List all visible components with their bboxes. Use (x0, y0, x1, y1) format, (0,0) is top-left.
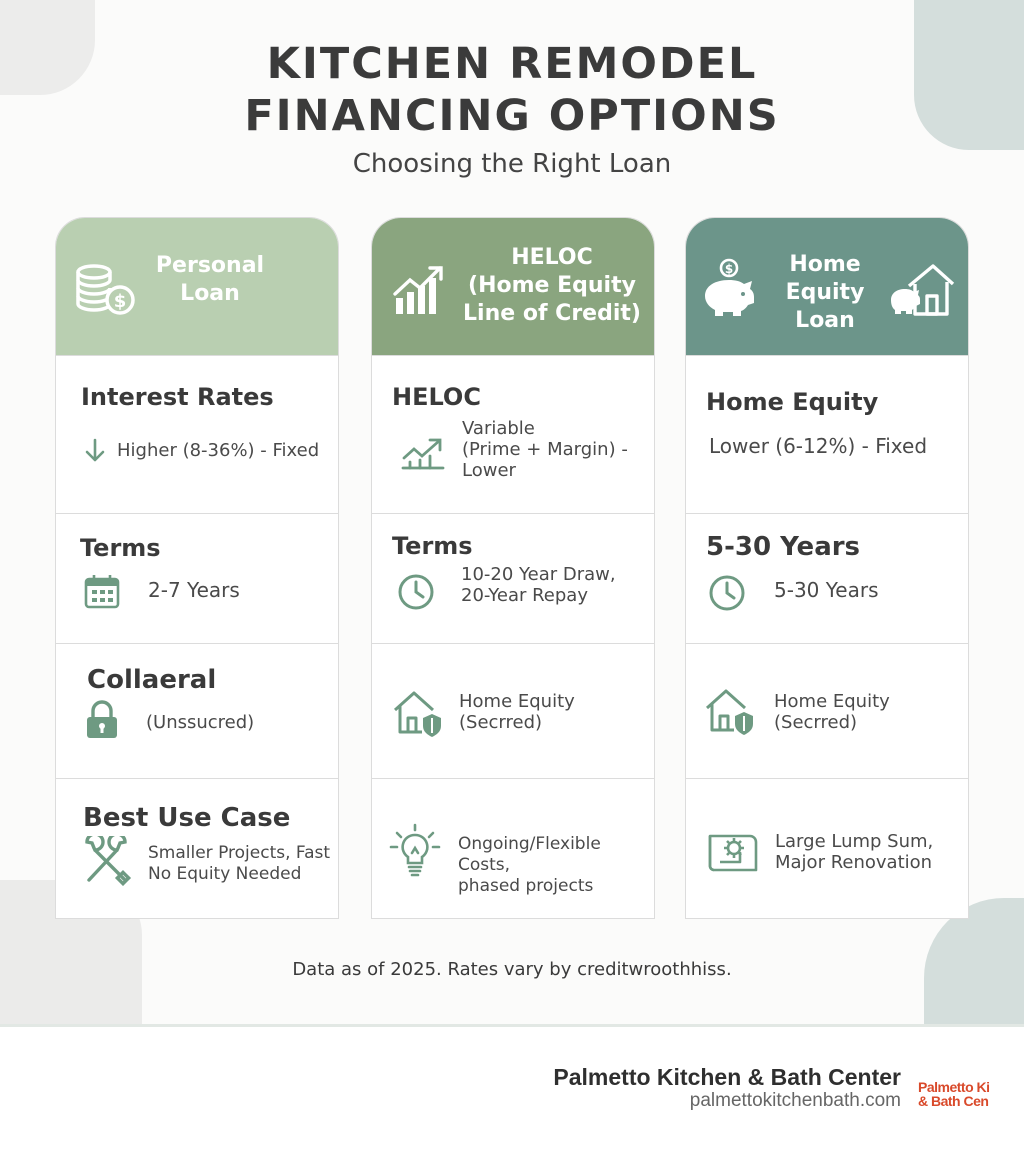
trend-up-icon (400, 434, 446, 472)
growth-chart-icon (392, 264, 446, 316)
interest-rates-value: Variable (Prime + Margin) - Lower (462, 418, 628, 481)
collateral-row (686, 643, 968, 778)
brand-url[interactable]: palmettokitchenbath.com (689, 1090, 901, 1111)
lightbulb-icon (389, 823, 441, 879)
house-piggy-icon (889, 262, 955, 318)
terms-row (56, 513, 338, 643)
personal-loan-header (56, 218, 338, 355)
footnote: Data as of 2025. Rates vary by creditwroothhiss. (292, 959, 732, 980)
best-use-case-row (372, 778, 654, 919)
coins-dollar-icon (72, 262, 138, 320)
collateral-row (56, 643, 338, 778)
svg-text:$: $ (113, 291, 127, 312)
personal-loan-title: Personal Loan (155, 253, 265, 306)
best-use-case-value: Large Lump Sum, Major Renovation (775, 831, 934, 873)
clock-icon (397, 573, 435, 611)
heloc-column (371, 217, 655, 919)
house-shield-icon (392, 688, 446, 738)
house-shield-icon (704, 686, 758, 736)
title-line-1: KITCHEN REMODEL (266, 39, 758, 89)
clock-icon (708, 574, 746, 612)
brand-logo (918, 1080, 1004, 1114)
interest-rates-label: Interest Rates (81, 383, 274, 411)
interest-rates-value: Lower (6-12%) - Fixed (709, 434, 928, 458)
page-subtitle: Choosing the Right Loan (352, 149, 672, 179)
terms-label: Terms (392, 532, 473, 560)
page-title (0, 38, 1024, 142)
best-use-case-value: Ongoing/Flexible Costs, phased projects (458, 834, 601, 896)
down-arrow-icon (83, 438, 107, 464)
best-use-case-label: Best Use Case (83, 803, 291, 833)
interest-rates-row (686, 355, 968, 513)
home-equity-loan-header (686, 218, 968, 355)
title-line-2: FINANCING OPTIONS (244, 91, 780, 141)
brand-name: Palmetto Kitchen & Bath Center (553, 1064, 901, 1090)
terms-value: 10-20 Year Draw, 20-Year Repay (461, 564, 616, 606)
brand-logo-text: Palmetto Ki & Bath Cen (918, 1080, 990, 1109)
collateral-value: Home Equity (Secrred) (774, 691, 890, 733)
terms-label: 5-30 Years (706, 532, 861, 562)
interest-rates-row (56, 355, 338, 513)
heloc-title: HELOC (Home Equity Line of Credit) (463, 245, 641, 326)
terms-row (372, 513, 654, 643)
home-equity-loan-column (685, 217, 969, 919)
best-use-case-row (686, 778, 968, 919)
padlock-icon (84, 700, 120, 740)
best-use-case-value: Smaller Projects, Fast No Equity Needed (148, 843, 331, 884)
collateral-value: Home Equity (Secrred) (459, 691, 575, 733)
piggy-bank-icon (699, 258, 761, 320)
best-use-case-row (56, 778, 338, 919)
blueprint-gear-icon (706, 828, 760, 876)
terms-value: 2-7 Years (148, 578, 240, 602)
collateral-row (372, 643, 654, 778)
personal-loan-column (55, 217, 339, 919)
calendar-icon (83, 574, 121, 610)
svg-text:$: $ (724, 262, 734, 276)
interest-rates-label: Home Equity (706, 388, 879, 416)
collateral-label: Collaeral (87, 665, 217, 695)
interest-rates-row (372, 355, 654, 513)
heloc-header (372, 218, 654, 355)
interest-rates-value: Higher (8-36%) - Fixed (117, 440, 320, 461)
terms-label: Terms (80, 534, 161, 562)
collateral-value: (Unssucred) (146, 712, 255, 733)
home-equity-loan-title: Home Equity Loan (785, 252, 865, 333)
interest-rates-label: HELOC (392, 383, 481, 411)
terms-row (686, 513, 968, 643)
tools-icon (81, 836, 133, 886)
terms-value: 5-30 Years (774, 578, 879, 602)
